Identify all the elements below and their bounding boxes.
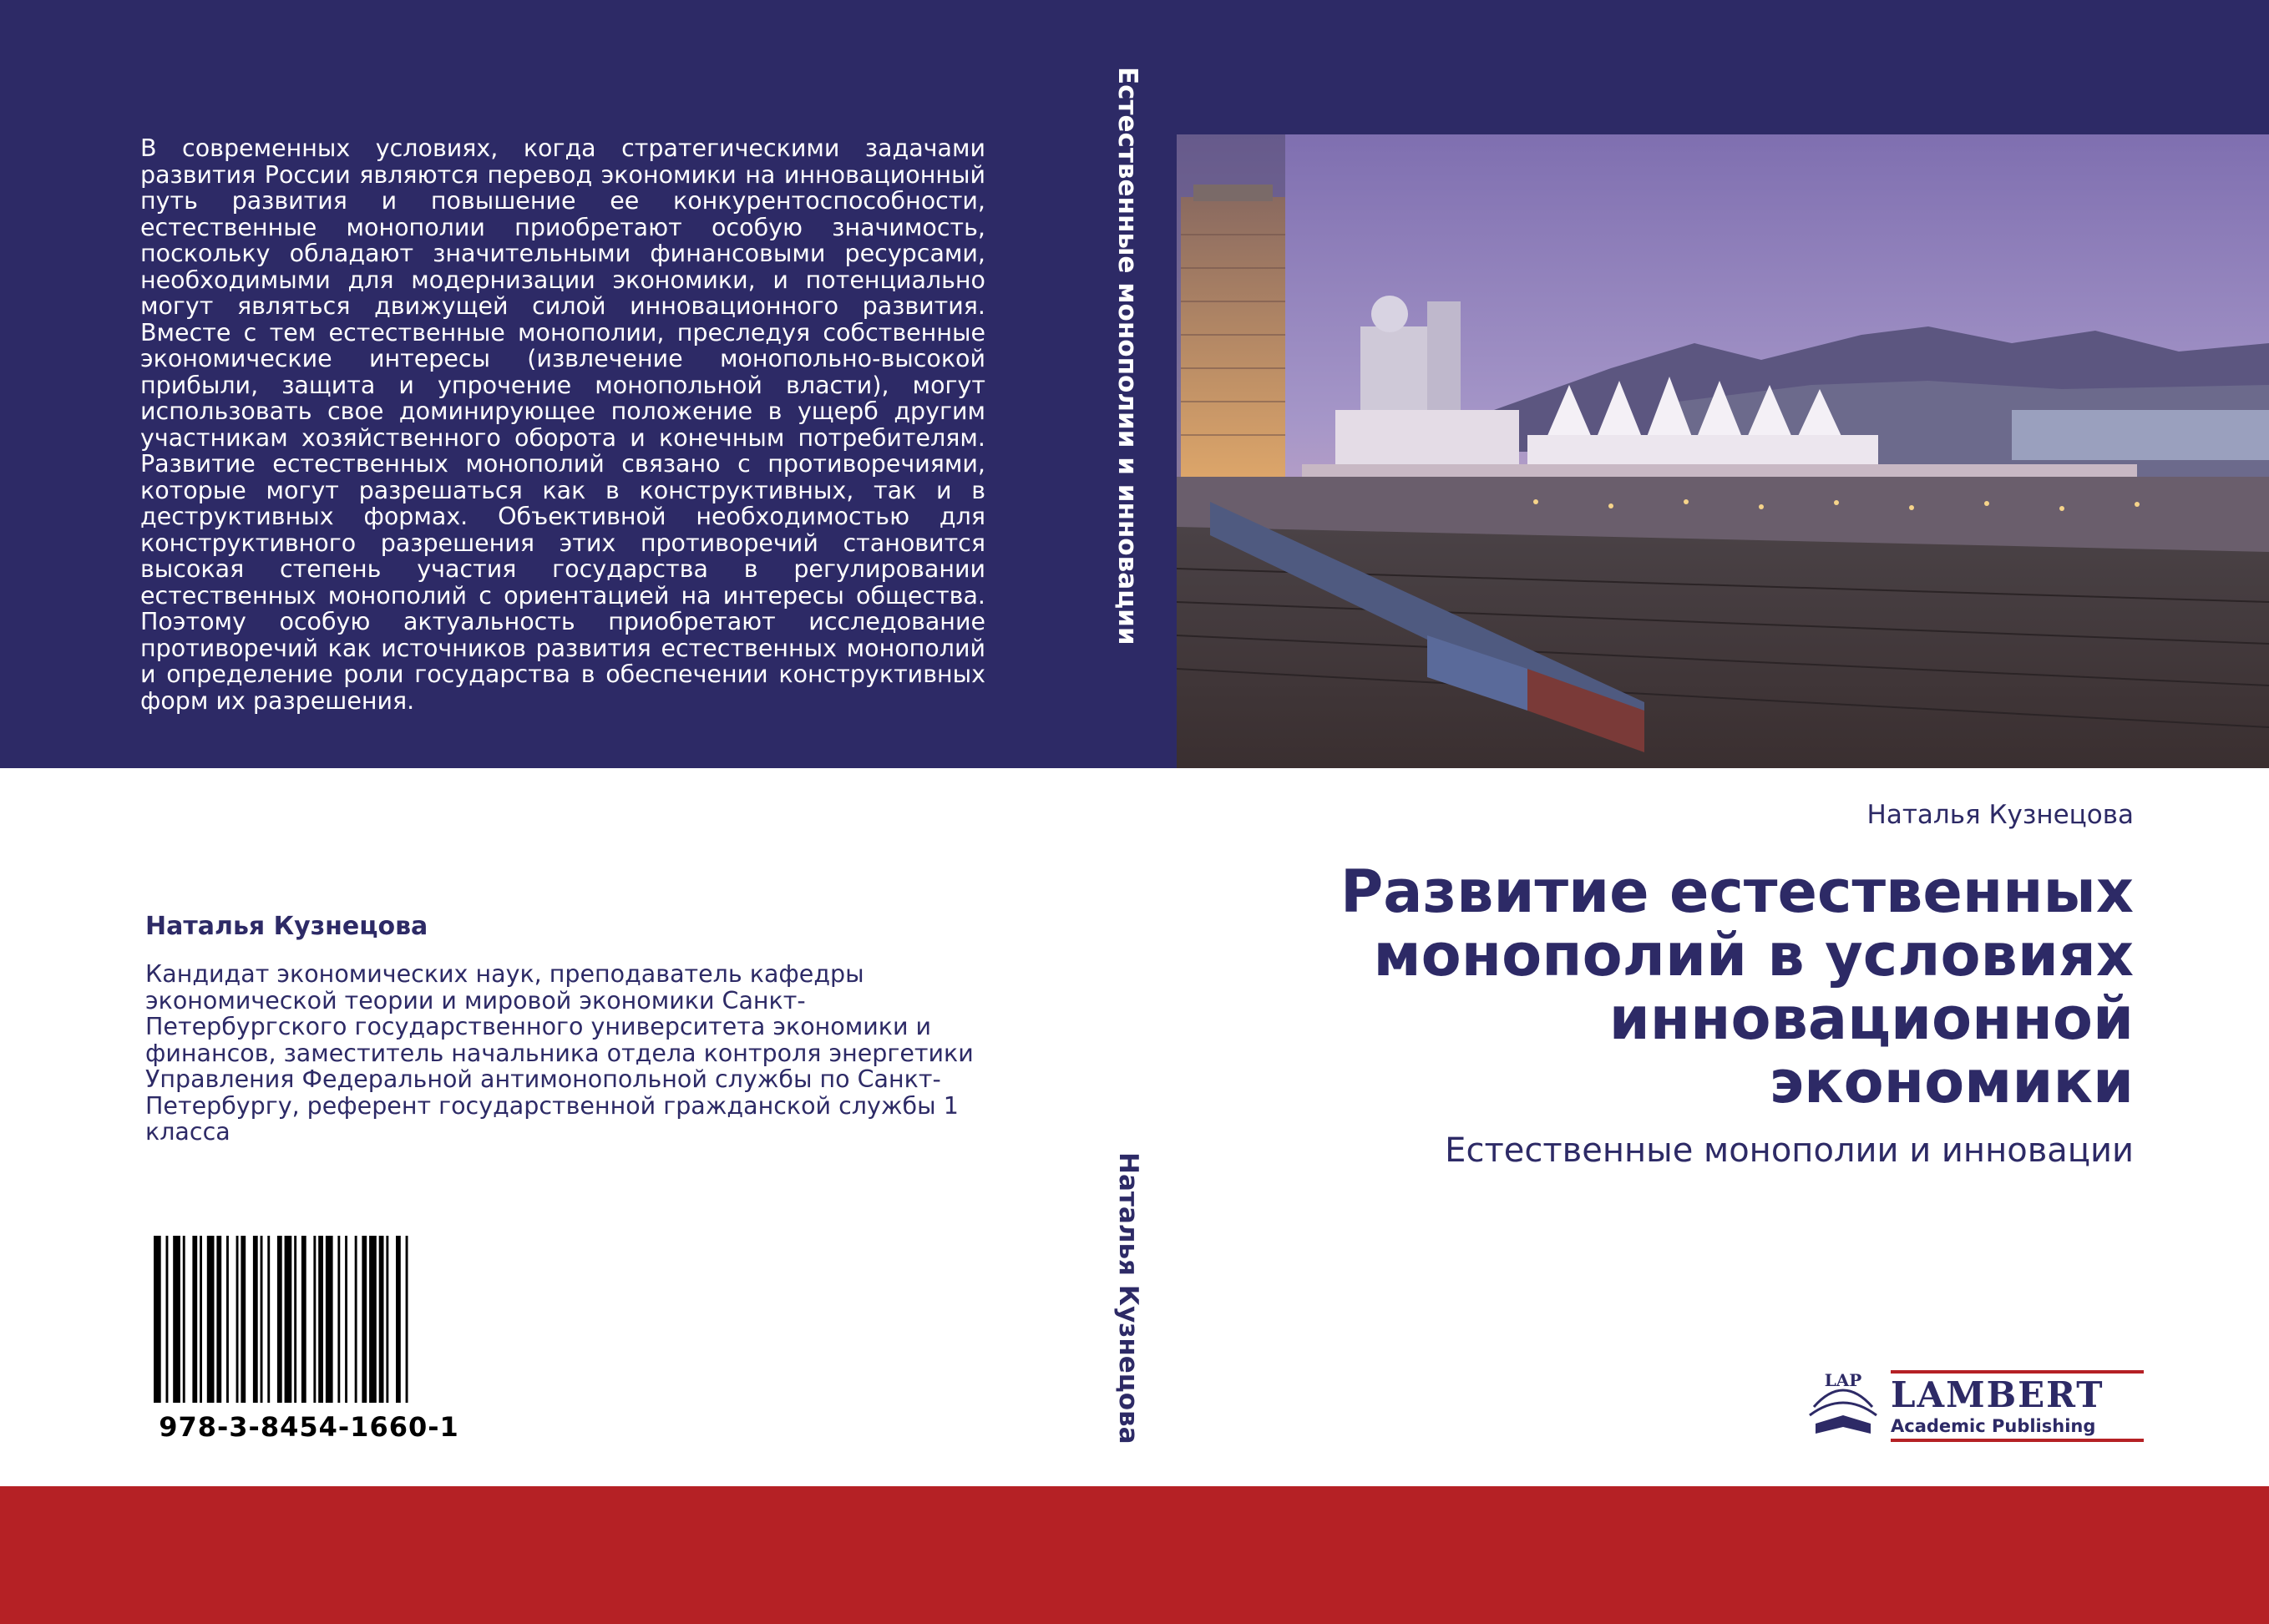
front-author: Наталья Кузнецова (1866, 800, 2134, 830)
publisher-name: LAMBERT (1891, 1374, 2104, 1415)
publisher-logo (1797, 1357, 2148, 1449)
isbn-barcode (154, 1236, 464, 1403)
logo-mark: LAP (1824, 1370, 1862, 1390)
publisher-tagline: Academic Publishing (1891, 1416, 2096, 1436)
back-author-name: Наталья Кузнецова (145, 912, 428, 941)
back-cover-blurb: В современных условиях, когда стратегическими задачами развития России являются перевод экономики на инновационный путь развития и повышение ее конкурентоспособности, естественные монополии приобретают особую значимость, поскольку обладают значительными финансовыми ресурсами, необходимыми для модернизации экономики, и потенциально могут являться движущей силой инновационного развития. Вместе с тем естественные монополии, преследуя собственные экономические интересы (извлечение монопольно-высокой прибыли, защита и упрочение монопольной власти), могут использовать свое доминирующее положение в ущерб другим участникам хозяйственного оборота и конечным потребителям. Развитие естественных монополий связано с противоречиями, которые могут разрешаться как в конструктивных, так и в деструктивных формах. Объективной необходимостью для конструктивного разрешения этих противоречий становится высокая степень участия государства в регулировании естественных монополий с ориентацией на интересы общества. Поэтому особую актуальность приобретают исследование противоречий как источников развития естественных монополий и определение роли государства в обеспечении конструктивных форм их разрешения. (140, 134, 985, 715)
red-band (0, 1486, 2269, 1624)
isbn-number: 978-3-8454-1660-1 (159, 1411, 459, 1443)
cover-photo (1177, 134, 2269, 768)
lap-emblem-icon (1810, 1370, 1876, 1434)
spine-title: Естественные монополии и инновации (1112, 67, 1142, 645)
back-author-bio: Кандидат экономических наук, преподаватель кафедры экономической теории и мировой экономики Санкт-Петербургского государственного университета экономики и финансов, заместитель начальника отдела контроля энергетики Управления Федеральной антимонопольной службы по Санкт-Петербургу, референт государственной гражданской службы 1 класса (145, 960, 974, 1146)
book-subtitle: Естественные монополии и инновации (1445, 1131, 2134, 1170)
spine-author: Наталья Кузнецова (1113, 1152, 1143, 1444)
book-title: Развитие естественных монополий в условиях инновационной экономики (1340, 858, 2134, 1116)
